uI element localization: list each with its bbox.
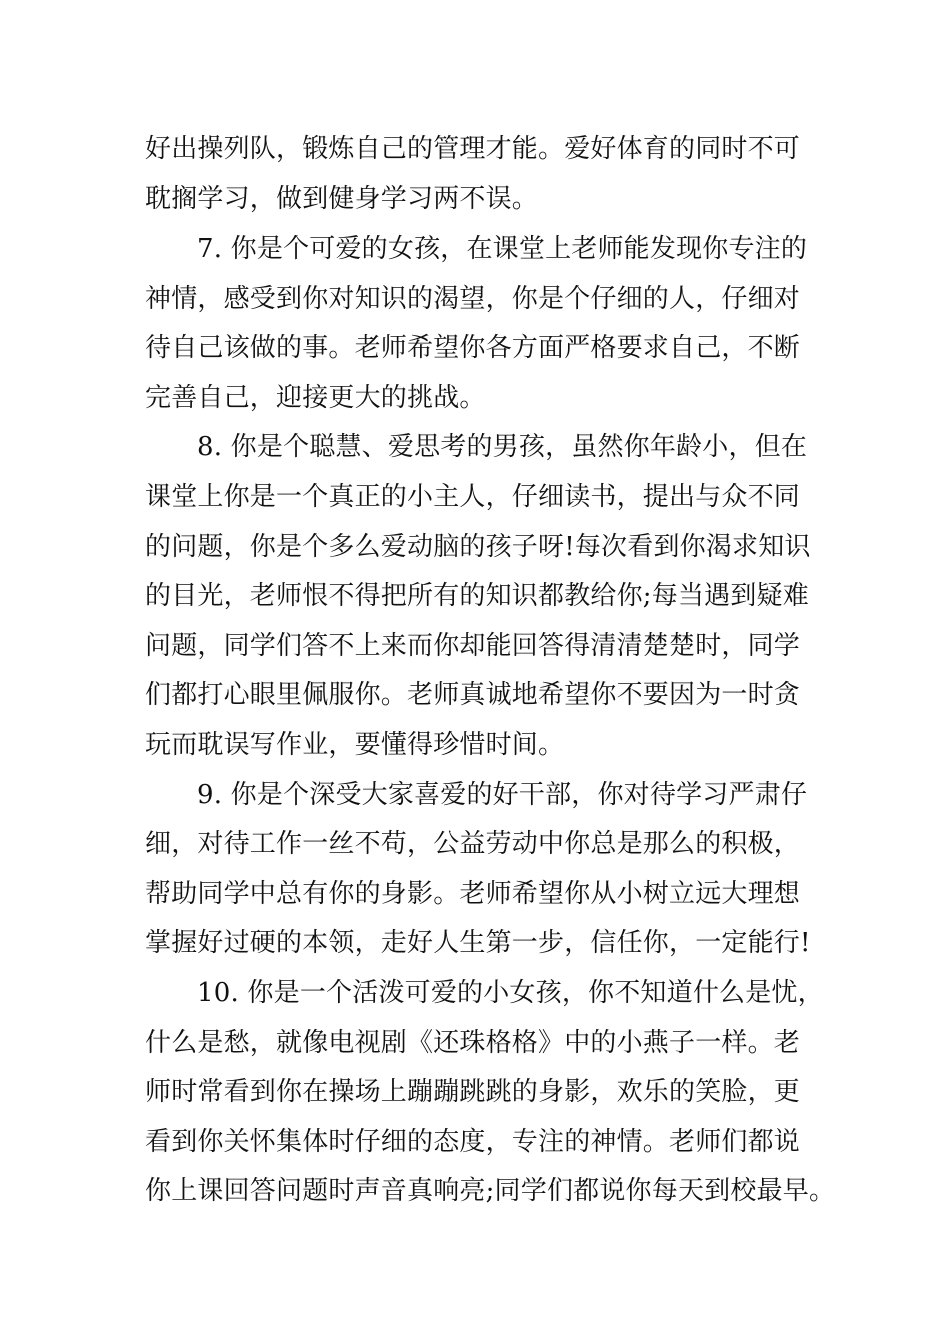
text-line: 的问题，你是个多么爱动脑的孩子呀!每次看到你渴求知识 <box>145 532 811 562</box>
text-line: 7. 你是个可爱的女孩，在课堂上老师能发现你专注的 <box>197 234 808 264</box>
text-line: 8. 你是个聪慧、爱思考的男孩，虽然你年龄小，但在 <box>197 432 808 462</box>
text-line: 师时常看到你在操场上蹦蹦跳跳的身影，欢乐的笑脸，更 <box>145 1077 801 1107</box>
text-line: 什么是愁，就像电视剧《还珠格格》中的小燕子一样。老 <box>145 1028 801 1058</box>
text-line: 们都打心眼里佩服你。老师真诚地希望你不要因为一时贪 <box>145 680 801 710</box>
text-line: 9. 你是个深受大家喜爱的好干部，你对待学习严肃仔 <box>197 780 808 810</box>
text-line: 问题，同学们答不上来而你却能回答得清清楚楚时，同学 <box>145 631 801 661</box>
text-line: 的目光，老师恨不得把所有的知识都教给你;每当遇到疑难 <box>145 581 809 611</box>
text-line: 完善自己，迎接更大的挑战。 <box>145 383 486 413</box>
text-line: 待自己该做的事。老师希望你各方面严格要求自己，不断 <box>145 333 801 363</box>
text-line: 玩而耽误写作业，要懂得珍惜时间。 <box>145 730 565 760</box>
text-line: 看到你关怀集体时仔细的态度，专注的神情。老师们都说 <box>145 1127 801 1157</box>
text-line: 细，对待工作一丝不苟，公益劳动中你总是那么的积极， <box>145 829 801 859</box>
text-line: 掌握好过硬的本领，走好人生第一步，信任你，一定能行! <box>145 928 811 958</box>
text-line: 你上课回答问题时声音真响亮;同学们都说你每天到校最早。 <box>145 1176 836 1206</box>
text-line: 10. 你是一个活泼可爱的小女孩，你不知道什么是忧， <box>197 978 824 1008</box>
text-line: 好出操列队，锻炼自己的管理才能。爱好体育的同时不可 <box>145 134 801 164</box>
text-line: 耽搁学习，做到健身学习两不误。 <box>145 184 539 214</box>
text-line: 帮助同学中总有你的身影。老师希望你从小树立远大理想 <box>145 879 801 909</box>
text-line: 神情，感受到你对知识的渴望，你是个仔细的人，仔细对 <box>145 284 801 314</box>
text-line: 课堂上你是一个真正的小主人，仔细读书，提出与众不同 <box>145 482 801 512</box>
